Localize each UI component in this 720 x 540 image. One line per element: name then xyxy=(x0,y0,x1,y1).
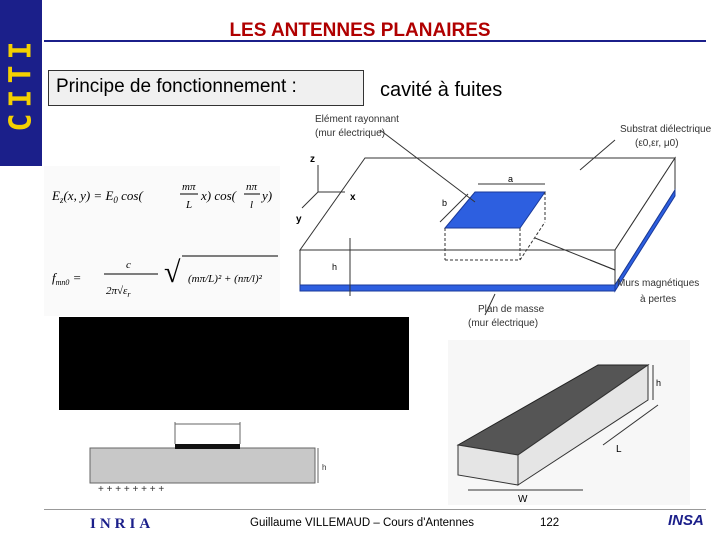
svg-text:√: √ xyxy=(164,256,181,289)
footer-divider xyxy=(44,509,706,510)
substrate-front-face xyxy=(300,250,615,285)
principle-label: Principe de fonctionnement : xyxy=(56,76,297,97)
svg-text:c: c xyxy=(126,259,131,271)
field-cross-section xyxy=(80,410,330,500)
axis-y-label: y xyxy=(296,214,302,225)
magnetic-walls-label: Murs magnétiques xyxy=(617,278,700,289)
cross-section-h: h xyxy=(322,463,327,472)
svg-text:fmn0 =: $f_{mn0}$ = xyxy=(52,270,82,287)
patch-antenna-diagram xyxy=(290,110,720,340)
dim-a-label: a xyxy=(508,174,514,184)
dim-L-label: L xyxy=(616,444,622,455)
patch-3d-view xyxy=(448,340,690,505)
substrate-label: Substrat diélectrique xyxy=(620,124,712,135)
footer-author: Guillaume VILLEMAUD – Cours d'Antennes xyxy=(250,517,474,529)
ground-plane-label: Plan de masse xyxy=(478,304,545,315)
dim-h-3d: h xyxy=(656,378,662,388)
radiating-element-label: Elément rayonnant xyxy=(315,114,399,125)
svg-text:L: L xyxy=(186,199,193,211)
radiating-element-note: (mur électrique) xyxy=(315,128,386,139)
dim-h-label: h xyxy=(332,262,338,272)
resonance-formulas xyxy=(46,168,282,314)
page-number: 122 xyxy=(540,517,560,529)
charge-row: + + + + + + + + xyxy=(98,484,165,495)
svg-text:l: l xyxy=(250,199,254,211)
svg-text:Ez(x, y) = E0 cos(: $E_z(x$, $y) = E_0$ cos( xyxy=(52,188,143,205)
svg-text:x) cos(: x) cos( xyxy=(201,188,237,203)
magnetic-walls-note: à pertes xyxy=(640,294,677,305)
axis-x-label: x xyxy=(350,192,356,203)
svg-text:mπ: mπ xyxy=(182,181,196,193)
redacted-figure xyxy=(59,317,409,410)
svg-text:(mπ/L)² + (nπ/l)²: (mπ/L)² + (nπ/l)² xyxy=(188,273,262,285)
dim-W-label: W xyxy=(518,494,528,505)
svg-text:nπ: nπ xyxy=(246,181,258,193)
svg-text:y): y) xyxy=(262,188,273,203)
principle-subtitle: cavité à fuites xyxy=(380,79,503,101)
page-title: LES ANTENNES PLANAIRES xyxy=(229,20,491,41)
ground-plane-note: (mur électrique) xyxy=(468,318,539,329)
ground-plane xyxy=(300,285,615,291)
citi-logo: CITI xyxy=(3,34,39,132)
inria-logo: INRIA xyxy=(90,516,155,532)
insa-logo: INSA xyxy=(668,512,704,529)
svg-text:2π√εr: $2\pi√\varepsilon_r$ xyxy=(106,285,131,299)
axis-z-label: z xyxy=(310,154,315,165)
dim-b-label: b xyxy=(442,198,448,208)
substrate-params: (ε0,εr, μ0) xyxy=(635,138,679,149)
